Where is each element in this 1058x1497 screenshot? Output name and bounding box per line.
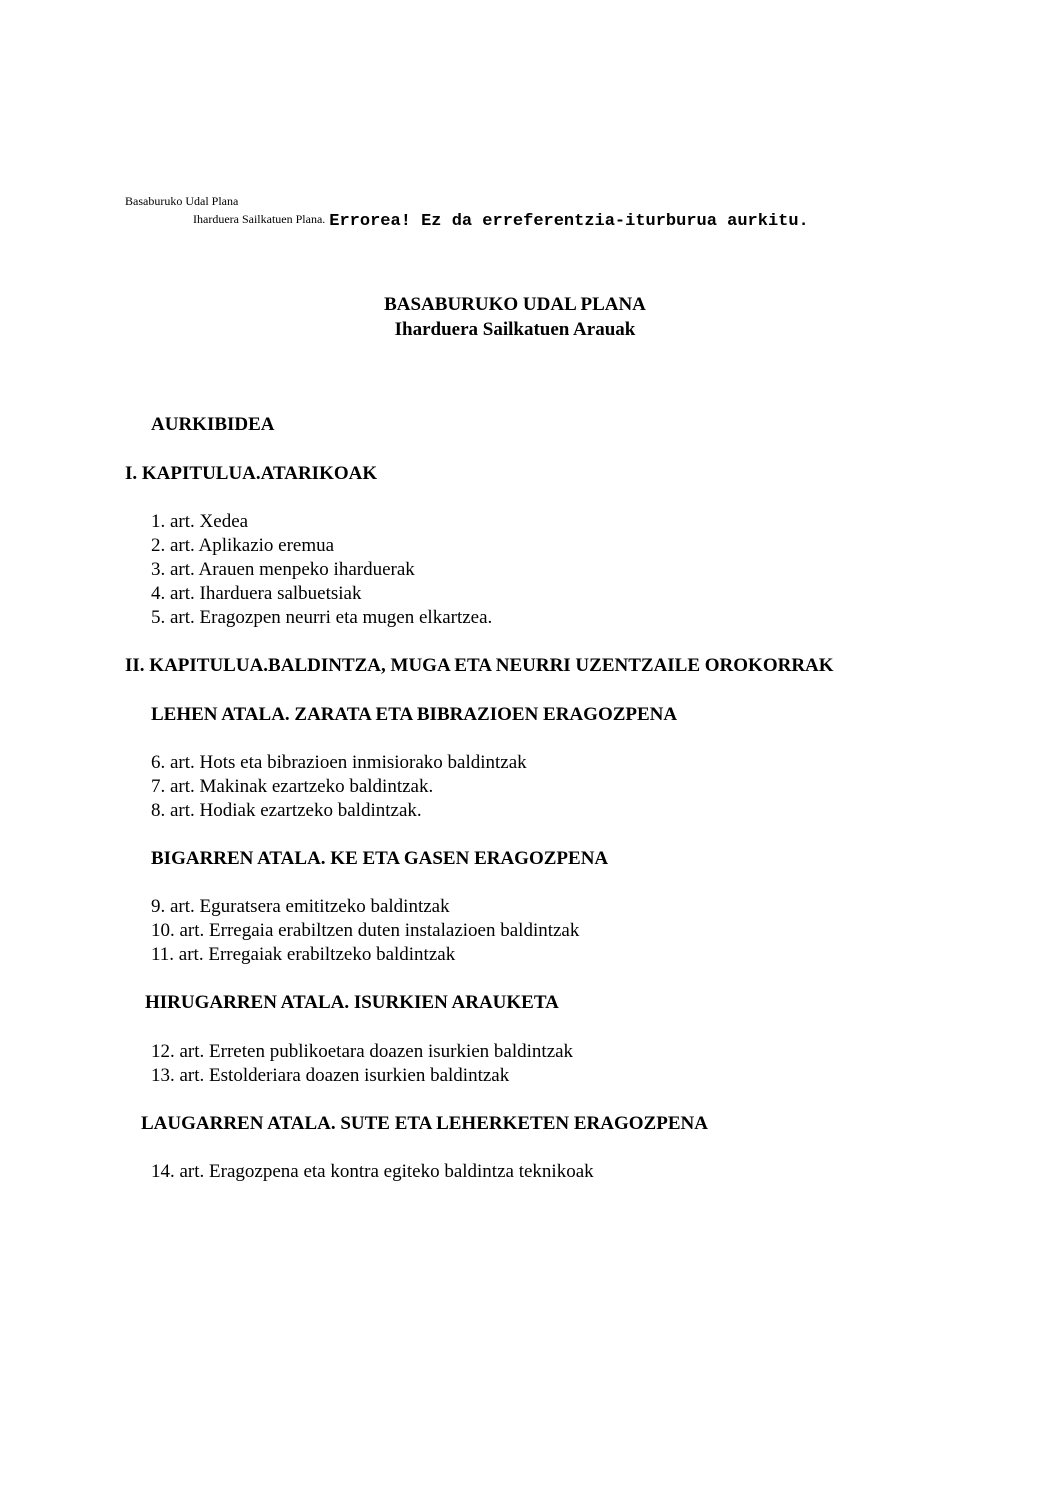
toc-item: 6. art. Hots eta bibrazioen inmisiorako baldintzak <box>151 752 527 773</box>
running-header-plan: Iharduera Sailkatuen Plana. <box>193 212 326 226</box>
toc-item: 11. art. Erregaiak erabiltzeko baldintzak <box>151 944 456 965</box>
running-header-title: Basaburuko Udal Plana <box>125 194 239 208</box>
toc-item: 9. art. Eguratsera emititzeko baldintzak <box>151 896 450 917</box>
toc-item: 1. art. Xedea <box>151 511 249 532</box>
toc-item: 3. art. Arauen menpeko iharduerak <box>151 559 415 580</box>
toc-item: 5. art. Eragozpen neurri eta mugen elkartzea. <box>151 607 493 628</box>
document-title: BASABURUKO UDAL PLANA <box>384 294 646 315</box>
section-4-title: LAUGARREN ATALA. SUTE ETA LEHERKETEN ERAGOZPENA <box>141 1113 708 1134</box>
toc-item: 12. art. Erreten publikoetara doazen isurkien baldintzak <box>151 1041 574 1062</box>
toc-item: 10. art. Erregaia erabiltzen duten instalazioen baldintzak <box>151 920 580 941</box>
toc-item: 8. art. Hodiak ezartzeko baldintzak. <box>151 800 422 821</box>
toc-item: 7. art. Makinak ezartzeko baldintzak. <box>151 776 434 797</box>
toc-item: 13. art. Estolderiara doazen isurkien baldintzak <box>151 1065 510 1086</box>
section-1-title: LEHEN ATALA. ZARATA ETA BIBRAZIOEN ERAGOZPENA <box>151 704 678 725</box>
toc-item: 4. art. Iharduera salbuetsiak <box>151 583 362 604</box>
toc-item: 14. art. Eragozpena eta kontra egiteko baldintza teknikoak <box>151 1161 594 1182</box>
toc-item: 2. art. Aplikazio eremua <box>151 535 335 556</box>
chapter-1-title: I. KAPITULUA.ATARIKOAK <box>125 463 378 484</box>
document-subtitle: Iharduera Sailkatuen Arauak <box>394 319 636 340</box>
reference-error-message: Errorea! Ez da erreferentzia-iturburua aurkitu. <box>329 212 809 231</box>
section-3-title: HIRUGARREN ATALA. ISURKIEN ARAUKETA <box>145 992 559 1013</box>
section-2-title: BIGARREN ATALA. KE ETA GASEN ERAGOZPENA <box>151 848 609 869</box>
toc-heading: AURKIBIDEA <box>151 414 275 435</box>
running-header-subtitle <box>193 210 809 229</box>
chapter-2-title: II. KAPITULUA.BALDINTZA, MUGA ETA NEURRI UZENTZAILE OROKORRAK <box>125 655 834 676</box>
